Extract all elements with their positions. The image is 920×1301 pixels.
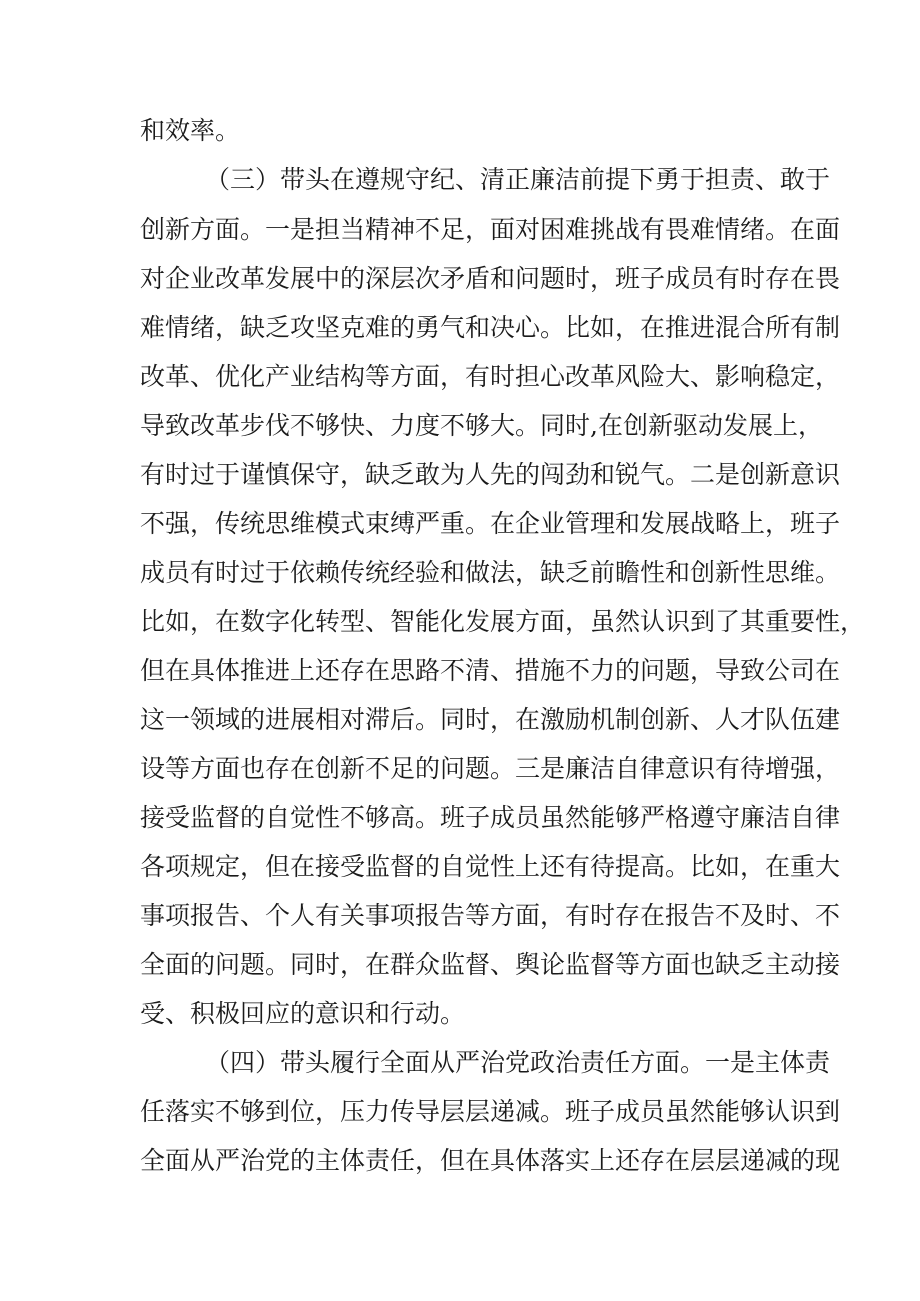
text-line: [0, 602, 920, 642]
text-line: [0, 945, 920, 985]
line-text: 对企业改革发展中的深层次矛盾和问题时，班子成员有时存在畏: [140, 264, 841, 293]
line-text: 导致改革步伐不够快、力度不够大。同时,在创新驱动发展上，: [140, 411, 823, 440]
text-line: [0, 896, 920, 936]
line-text: 有时过于谨慎保守，缺乏敢为人先的闯劲和锐气。二是创新意识: [140, 460, 841, 489]
text-line: [0, 847, 920, 887]
text-line: [0, 798, 920, 838]
text-line: [0, 749, 920, 789]
line-text: 改革、优化产业结构等方面，有时担心改革风险大、影响稳定，: [140, 362, 841, 391]
text-line: [0, 504, 920, 544]
line-text: 和效率。: [140, 116, 241, 145]
text-line: [0, 553, 920, 593]
text-line: [0, 651, 920, 691]
line-text: 全面从严治党的主体责任，但在具体落实上还存在层层递减的现: [140, 1146, 841, 1175]
line-text: 难情绪，缺乏攻坚克难的勇气和决心。比如，在推进混合所有制: [140, 313, 841, 342]
text-line: [0, 111, 920, 151]
text-line: [0, 1092, 920, 1132]
line-text: 接受监督的自觉性不够高。班子成员虽然能够严格遵守廉洁自律: [140, 803, 841, 832]
paragraph-heading-4: [0, 1043, 920, 1083]
line-text: 任落实不够到位，压力传导层层递减。班子成员虽然能够认识到: [140, 1097, 841, 1126]
line-text: 全面的问题。同时，在群众监督、舆论监督等方面也缺乏主动接: [140, 950, 841, 979]
text-line: [0, 357, 920, 397]
text-line: [0, 406, 920, 446]
text-line: [0, 700, 920, 740]
paragraph-heading-3: [0, 160, 920, 200]
text-line: [0, 308, 920, 348]
text-line: [0, 994, 920, 1034]
text-line: [0, 455, 920, 495]
text-line: [0, 210, 920, 250]
line-text: 创新方面。一是担当精神不足，面对困难挑战有畏难情绪。在面: [140, 215, 841, 244]
line-text: 受、积极回应的意识和行动。: [140, 999, 466, 1028]
line-text: 事项报告、个人有关事项报告等方面，有时存在报告不及时、不: [140, 901, 841, 930]
line-text: 各项规定，但在接受监督的自觉性上还有待提高。比如，在重大: [140, 852, 841, 881]
text-line: [0, 1141, 920, 1181]
text-line: [0, 259, 920, 299]
line-text: 但在具体推进上还存在思路不清、措施不力的问题，导致公司在: [140, 656, 841, 685]
line-text: 不强，传统思维模式束缚严重。在企业管理和发展战略上，班子: [140, 509, 841, 538]
line-text: 比如，在数字化转型、智能化发展方面，虽然认识到了其重要性，: [140, 607, 866, 636]
line-text: （四）带头履行全面从严治党政治责任方面。一是主体责: [205, 1048, 831, 1077]
line-text: 成员有时过于依赖传统经验和做法，缺乏前瞻性和创新性思维。: [140, 558, 841, 587]
line-text: 这一领域的进展相对滞后。同时，在激励机制创新、人才队伍建: [140, 705, 841, 734]
line-text: （三）带头在遵规守纪、清正廉洁前提下勇于担责、敢于: [205, 165, 831, 194]
line-text: 设等方面也存在创新不足的问题。三是廉洁自律意识有待增强，: [140, 754, 841, 783]
